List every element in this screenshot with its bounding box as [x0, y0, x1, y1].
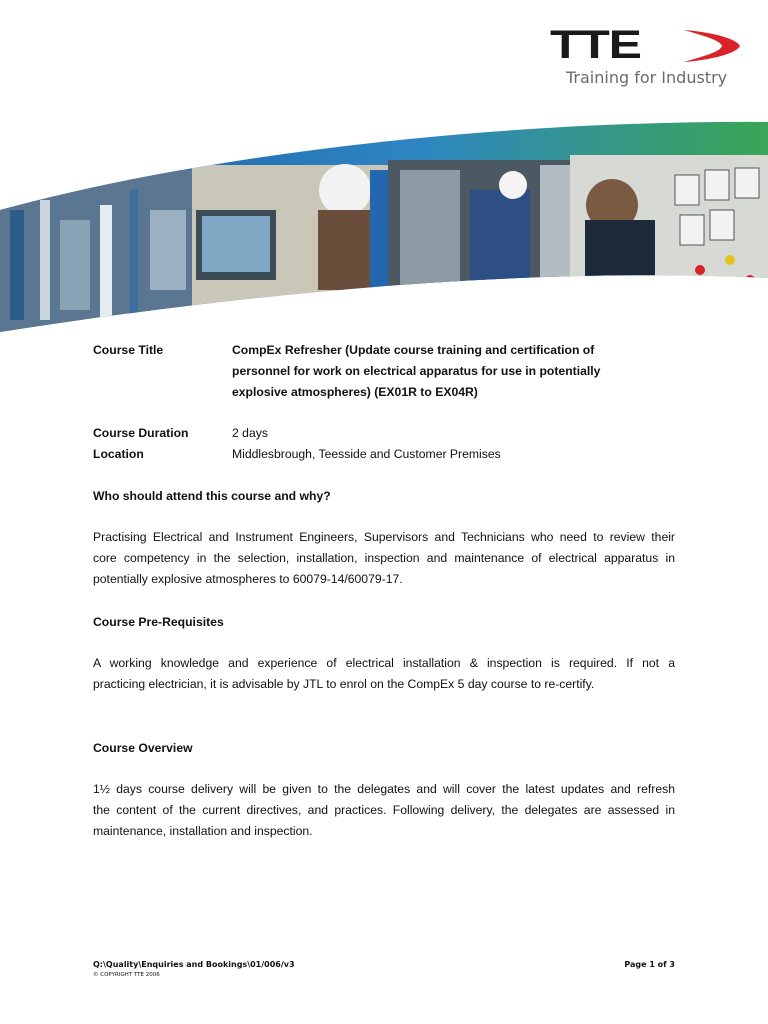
- course-title-line-3: explosive atmospheres) (EX01R to EX04R): [232, 385, 478, 399]
- location-value: Middlesbrough, Teesside and Customer Premises: [232, 447, 501, 461]
- course-title-line-1: CompEx Refresher (Update course training and certification of: [232, 343, 595, 357]
- logo-swoosh-icon: [680, 26, 742, 66]
- location-label: Location: [93, 447, 144, 461]
- prereq-line-2: practicing electrician, it is advisable by JTL to enrol on the CompEx 5 day course to re-certify.: [93, 677, 595, 691]
- footer-page-number: Page 1 of 3: [624, 960, 675, 969]
- footer-copyright: © COPYRIGHT TTE 2006: [93, 972, 160, 978]
- prerequisites-text: [93, 653, 675, 695]
- who-line-2: core competency in the selection, installation, inspection and maintenance of electrical apparatus in: [93, 551, 675, 565]
- course-title-line-2: personnel for work on electrical apparatus for use in potentially: [232, 364, 601, 378]
- prerequisites-heading: Course Pre-Requisites: [93, 615, 224, 629]
- overview-line-2: the content of the current directives, and practices. Following delivery, the delegates are assessed in: [93, 803, 675, 817]
- who-line-3: potentially explosive atmospheres to 60079-14/60079-17.: [93, 572, 403, 586]
- course-duration-label: Course Duration: [93, 426, 189, 440]
- course-overview-heading: Course Overview: [93, 741, 193, 755]
- overview-line-1: 1½ days course delivery will be given to the delegates and will cover the latest updates and refresh: [93, 782, 675, 796]
- course-duration-value: 2 days: [232, 426, 268, 440]
- course-title-label: Course Title: [93, 343, 164, 357]
- logo-wordmark: TTE: [550, 23, 641, 67]
- overview-line-3: maintenance, installation and inspection.: [93, 824, 313, 838]
- course-overview-text: [93, 779, 675, 842]
- who-should-attend-heading: Who should attend this course and why?: [93, 489, 331, 503]
- who-should-attend-text: [93, 527, 675, 590]
- tte-logo: [550, 22, 750, 92]
- prereq-line-1: A working knowledge and experience of electrical installation & inspection is required. If not a: [93, 656, 675, 670]
- footer-document-path: Q:\Quality\Enquiries and Bookings\01/006/v3: [93, 960, 295, 969]
- who-line-1: Practising Electrical and Instrument Engineers, Supervisors and Technicians who need to review their: [93, 530, 675, 544]
- header-banner: [0, 110, 768, 340]
- logo-tagline: Training for Industry: [566, 68, 728, 87]
